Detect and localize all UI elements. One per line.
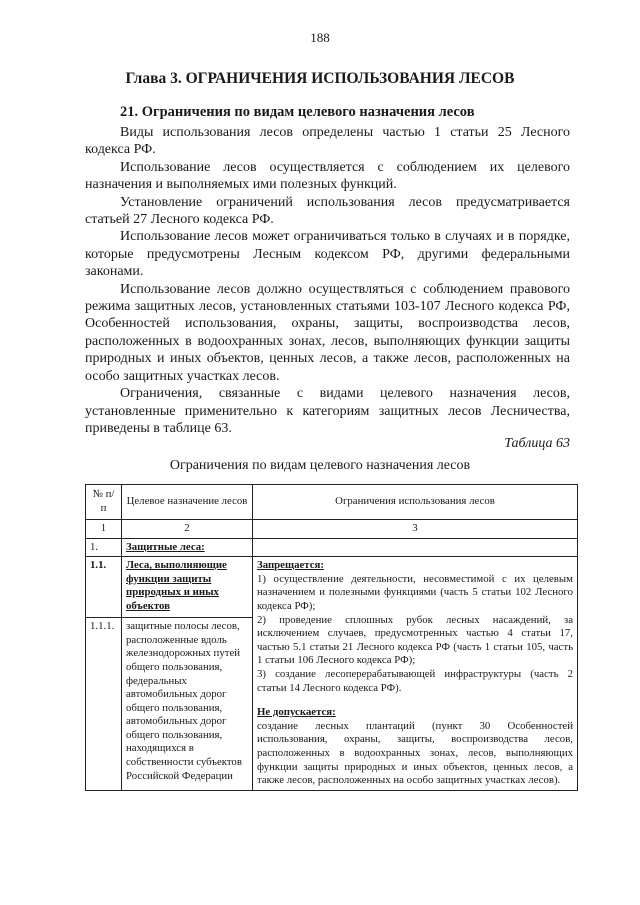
not-allowed-text: создание лесных плантаций (пункт 30 Особенностей использования, охраны, защиты, воспроизводства лесов, расположенных в водоохранных зонах, лесов, выполняющих функции защиты природных и иных объектов, ценных лесов, а также лесов, расположенных на особо защитных участках лесов). bbox=[257, 719, 573, 787]
paragraph: Виды использования лесов определены частью 1 статьи 25 Лесного кодекса РФ. bbox=[85, 125, 570, 158]
paragraph: Использование лесов должно осуществляться с соблюдением правового режима защитных лесов, установленных статьями 103-107 Лесного кодекса РФ, Особенностей использования, охраны, защиты, воспроизводства лесов, расположенных в водоохранных зонах, лесов, выполняющих функции защиты природных и иных объектов, ценных лесов, а также лесов, расположенных на особо защитных участках лесов. bbox=[85, 281, 570, 384]
header-limits: Ограничения использования лесов bbox=[253, 485, 578, 520]
header-number: № п/п bbox=[86, 485, 122, 520]
row-number: 1.1.1. bbox=[86, 618, 122, 791]
row-purpose: защитные полосы лесов, расположенные вдоль железнодорожных путей общего пользования, федеральных автомобильных дорог общего пользования, автомобильных дорог общего пользования, находящихся в собственности субъектов Российской Федерации bbox=[122, 618, 253, 791]
column-number: 1 bbox=[86, 520, 122, 539]
row-number: 1.1. bbox=[86, 557, 122, 618]
prohibited-label: Запрещается: bbox=[257, 559, 324, 572]
header-purpose: Целевое назначение лесов bbox=[122, 485, 253, 520]
section-title: 21. Ограничения по видам целевого назначения лесов bbox=[120, 104, 475, 120]
table-row bbox=[86, 538, 578, 557]
paragraph: Использование лесов может ограничиваться только в случаях и в порядке, которые предусмотрены Лесным кодексом РФ, другими федеральными законами. bbox=[85, 229, 570, 280]
row-limits bbox=[253, 557, 578, 791]
table-label: Таблица 63 bbox=[504, 436, 570, 451]
paragraph: Использование лесов осуществляется с соблюдением их целевого назначения и выполняемых ими полезных функций. bbox=[85, 159, 570, 193]
prohibited-item: 3) создание лесоперерабатывающей инфраструктуры (часть 2 статьи 14 Лесного кодекса РФ). bbox=[257, 667, 573, 694]
row-purpose: Защитные леса: bbox=[122, 538, 253, 557]
prohibited-item: 1) осуществление деятельности, несовместимой с их целевым назначением и полезными функциями (часть 5 статьи 102 Лесного кодекса РФ); bbox=[257, 572, 573, 612]
body-text bbox=[85, 124, 570, 437]
paragraph: Установление ограничений использования лесов предусматривается статьей 27 Лесного кодекса РФ. bbox=[85, 194, 570, 228]
chapter-title: Глава 3. ОГРАНИЧЕНИЯ ИСПОЛЬЗОВАНИЯ ЛЕСОВ bbox=[125, 70, 515, 87]
table-header-row bbox=[86, 485, 578, 520]
limits-table bbox=[85, 484, 578, 791]
row-limits-empty bbox=[253, 538, 578, 557]
column-number: 2 bbox=[122, 520, 253, 539]
row-number: 1. bbox=[86, 538, 122, 557]
row-purpose: Леса, выполняющие функции защиты природных и иных объектов bbox=[122, 557, 253, 618]
spacer bbox=[257, 695, 573, 706]
paragraph: Ограничения, связанные с видами целевого назначения лесов, установленные применительно к категориям защитных лесов Лесничества, приведены в таблице 63. bbox=[85, 386, 570, 436]
table-row bbox=[86, 557, 578, 618]
table-title: Ограничения по видам целевого назначения лесов bbox=[169, 458, 471, 473]
column-number-row bbox=[86, 520, 578, 539]
prohibited-item: 2) проведение сплошных рубок лесных насаждений, за исключением случаев, предусмотренных частью 4 статьи 17, частью 5.1 статьи 21 Лесного кодекса РФ (часть 1 статьи 105, часть 1 статьи 106 Лесного кодекса РФ); bbox=[257, 613, 573, 667]
column-number: 3 bbox=[253, 520, 578, 539]
page-number: 188 bbox=[310, 30, 330, 45]
not-allowed-label: Не допускается: bbox=[257, 706, 336, 719]
